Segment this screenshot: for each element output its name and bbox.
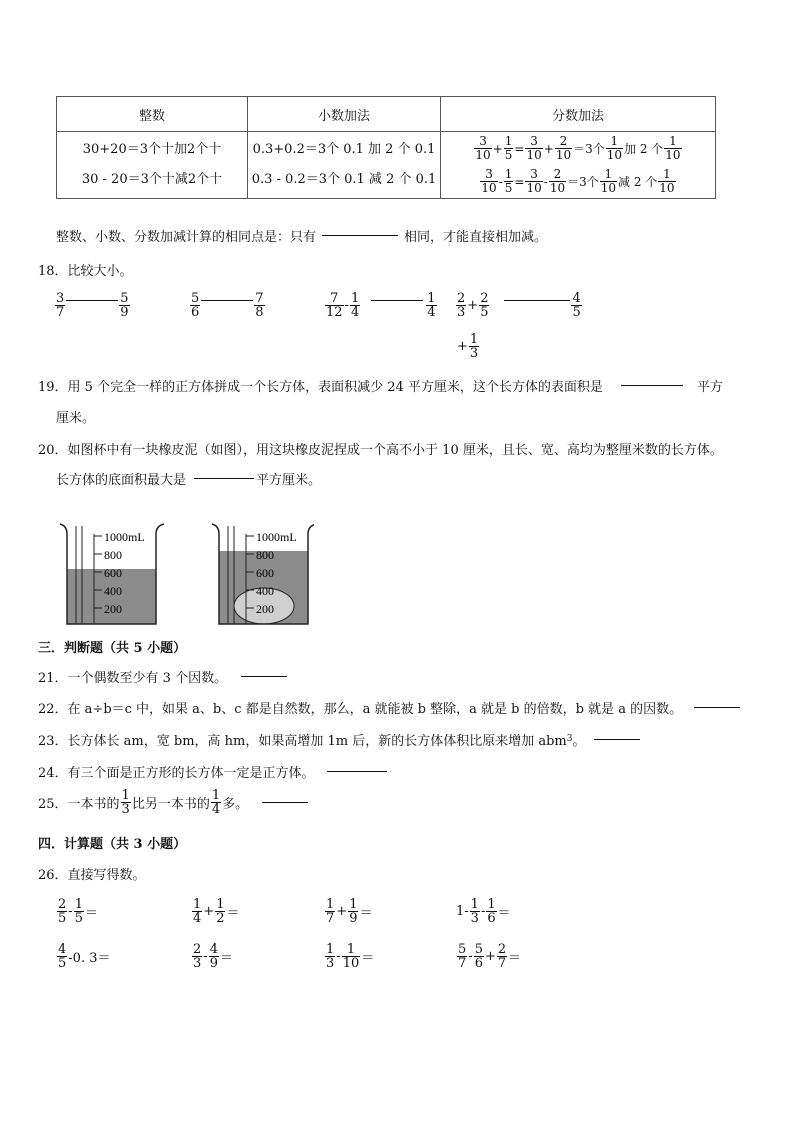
q20-line-2: 长方体的底面积最大是 平方厘米。: [56, 472, 322, 488]
q18-blank-3[interactable]: [371, 300, 423, 301]
integer-line-1: 30+20＝3个十加2个十: [82, 142, 222, 157]
fraction: [121, 789, 131, 816]
fraction: [664, 135, 681, 162]
q22-answer-blank[interactable]: [694, 707, 740, 708]
denominator: 10: [606, 148, 623, 162]
q24: 24．有三个面是正方形的长方体一定是正方体。: [38, 756, 387, 786]
q25: 25．一本书的 $\frac{1}{3}$ 比另一本书的 $\frac{1}{4}$ 多。: [38, 784, 308, 820]
denominator: 10: [526, 148, 542, 162]
integer-line-2: 30 - 20＝3个十减2个十: [81, 172, 223, 187]
denominator: 9: [349, 910, 358, 926]
q24-answer-blank[interactable]: [327, 771, 387, 772]
q19-answer-blank[interactable]: [621, 385, 683, 386]
denominator: 10: [481, 181, 497, 195]
numerator: 5: [474, 941, 483, 957]
numerator: 3: [480, 168, 497, 182]
denominator: 6: [474, 955, 483, 971]
q26-expr-1: $\frac{2}{5}$ - $\frac{1}{5}$ ＝: [58, 896, 98, 926]
fraction: [555, 135, 572, 162]
fraction: [486, 898, 496, 925]
numerator: 4: [572, 290, 581, 306]
decimal-cell: [248, 132, 441, 199]
numerator: 5: [458, 941, 467, 957]
fraction: [192, 898, 202, 925]
fraction: [497, 943, 507, 970]
fraction: [479, 292, 489, 319]
tick-label: 200: [104, 602, 122, 616]
numerator: 3: [525, 135, 542, 149]
numerator: 1: [74, 896, 83, 912]
header-decimal: 小数加法: [248, 97, 441, 132]
q20-answer-blank[interactable]: [194, 478, 254, 479]
fraction: [480, 168, 497, 195]
denominator: 3: [326, 955, 335, 971]
numerator: 1: [216, 896, 225, 912]
fraction: [426, 292, 436, 319]
tick-label: 800: [104, 548, 122, 562]
q20-text: 20．如图杯中有一块橡皮泥（如图），用这块橡皮泥捏成一个高不小于 10 厘米，且长、宽、高均为整厘米数的长方体。: [38, 443, 723, 458]
beaker-2: [212, 524, 314, 624]
denominator: 3: [121, 801, 130, 817]
numerator: 1: [350, 290, 360, 306]
q26-expr-3: $\frac{1}{7}$ + $\frac{1}{9}$ ＝: [326, 896, 373, 926]
fraction: [57, 898, 67, 925]
beaker-1: [60, 524, 164, 624]
q18-blank-4[interactable]: [504, 300, 570, 301]
fraction: [74, 898, 84, 925]
fraction: [474, 135, 491, 162]
numerator: 5: [191, 290, 200, 306]
numerator: 4: [209, 941, 218, 957]
numerator: 2: [480, 290, 489, 306]
denominator: 8: [255, 304, 264, 320]
fraction: [342, 943, 361, 970]
numerator: 1: [504, 167, 513, 181]
numerator: 1: [427, 290, 436, 306]
denominator: 5: [504, 148, 513, 162]
numerator: 3: [56, 290, 65, 306]
denominator: 5: [58, 955, 67, 971]
fraction: [457, 943, 467, 970]
fraction: [55, 292, 65, 319]
q21-answer-blank[interactable]: [241, 676, 287, 677]
numerator: 1: [211, 787, 221, 803]
numerator: 2: [549, 168, 566, 182]
denominator: 3: [470, 910, 479, 926]
q26-expr-6: $\frac{2}{3}$ - $\frac{4}{9}$ ＝: [193, 941, 233, 971]
fraction: [474, 943, 484, 970]
fraction: [658, 168, 675, 195]
numerator: 1: [121, 787, 130, 803]
q23-answer-blank[interactable]: [594, 739, 640, 740]
numerator: 2: [58, 896, 67, 912]
fraction: [470, 898, 480, 925]
denominator: 4: [350, 304, 360, 320]
fraction-line-2: $\frac{3}{10}$ - $\frac{1}{5}$ = $\frac{3}{10}$ - $\frac{2}{10}$ ＝3个 $\frac{1}{10}$ 减 2 个 $\frac{1}{10}$: [481, 167, 675, 195]
q18-item-3: $\frac{7}{12}$ - $\frac{1}{4}$ $\frac{1}{4}$: [326, 290, 436, 320]
numerator: 7: [325, 292, 344, 306]
q17-answer-blank[interactable]: [322, 235, 398, 236]
denominator: 10: [526, 181, 542, 195]
numerator: 3: [525, 168, 542, 182]
fraction: [190, 292, 200, 319]
denominator: 12: [326, 304, 343, 320]
denominator: 9: [120, 304, 129, 320]
section-4-heading: 四．计算题（共 3 小题）: [38, 837, 187, 852]
q19: 19．用 5 个完全一样的正方体拼成一个长方体，表面积减少 24 平方厘米，这个长方体的表面积是 平方: [38, 379, 723, 395]
fraction: [549, 168, 566, 195]
numerator: 2: [193, 941, 202, 957]
denominator: 10: [475, 148, 491, 162]
q17-note: 整数、小数、分数加减计算的相同点是：只有 相同，才能直接相加减。: [56, 229, 548, 245]
denominator: 4: [427, 304, 436, 320]
numerator: 1: [487, 896, 496, 912]
denominator: 7: [458, 955, 467, 971]
denominator: 10: [555, 148, 572, 162]
fraction: [254, 292, 264, 319]
tick-label: 400: [104, 584, 122, 598]
header-integer: 整数: [57, 97, 248, 132]
fraction: [504, 135, 514, 162]
fraction: [325, 943, 335, 970]
q26-expr-5: $\frac{4}{5}$ -0. 3＝: [58, 941, 111, 971]
numerator: 1: [469, 331, 479, 347]
tick-label: 600: [256, 566, 274, 580]
denominator: 10: [665, 148, 681, 162]
denominator: 6: [191, 304, 200, 320]
numerator: 1: [193, 896, 202, 912]
denominator: 5: [74, 910, 83, 926]
tick-label: 1000mL: [256, 530, 297, 544]
denominator: 5: [572, 304, 581, 320]
q18-blank-2[interactable]: [201, 300, 253, 301]
numerator: 1: [326, 941, 335, 957]
decimal-line-2: 0.3 - 0.2＝3个 0.1 减 2 个 0.1: [251, 172, 437, 187]
q18-item-4: $\frac{2}{3}$ + $\frac{2}{5}$ $\frac{4}{5}$: [457, 290, 581, 320]
fraction: [350, 292, 360, 319]
numerator: 5: [120, 290, 129, 306]
denominator: 2: [216, 910, 225, 926]
denominator: 7: [497, 955, 507, 971]
numerator: 1: [658, 168, 675, 182]
fraction-cell: [441, 132, 716, 199]
numerator: 7: [255, 290, 264, 306]
numerator: 1: [606, 135, 623, 149]
denominator: 10: [342, 955, 360, 971]
q18-blank-1[interactable]: [66, 300, 118, 301]
denominator: 3: [193, 955, 202, 971]
fraction: [504, 168, 514, 195]
fraction: [57, 943, 67, 970]
numerator: 2: [555, 135, 572, 149]
q26-title: 26．直接写得数。: [38, 868, 146, 883]
q18-item-2: [189, 287, 266, 323]
q26-expr-8: $\frac{5}{7}$ - $\frac{5}{6}$ + $\frac{2}{7}$ ＝: [458, 941, 522, 971]
fraction: [209, 943, 219, 970]
fraction: [571, 292, 581, 319]
numerator: 1: [504, 134, 513, 148]
numerator: 1: [664, 135, 681, 149]
q26-expr-2: $\frac{1}{4}$ + $\frac{1}{2}$ ＝: [193, 896, 240, 926]
comparison-table: [56, 96, 716, 199]
q21: 21．一个偶数至少有 3 个因数。: [38, 661, 287, 691]
q22: 22．在 a÷b＝c 中，如果 a、b、c 都是自然数，那么，a 就能被 b 整除，a 就是 b 的倍数，b 就是 a 的因数。: [38, 692, 740, 722]
fraction: [325, 292, 344, 319]
numerator: 3: [474, 135, 491, 149]
fraction: [606, 135, 623, 162]
fraction: [469, 333, 479, 360]
denominator: 9: [209, 955, 218, 971]
denominator: 4: [193, 910, 202, 926]
denominator: 3: [457, 304, 466, 320]
denominator: 10: [600, 181, 617, 195]
denominator: 4: [211, 801, 221, 817]
q25-answer-blank[interactable]: [262, 802, 308, 803]
beaker-figure: [54, 520, 314, 630]
q26-expr-7: $\frac{1}{3}$ - $\frac{1}{10}$ ＝: [326, 941, 375, 971]
tick-label: 200: [256, 602, 274, 616]
q23: 23．长方体长 am，宽 bm，高 hm，如果高增加 1m 后，新的长方体体积比原来增加 abm 3 。: [38, 724, 640, 754]
header-fraction: 分数加法: [441, 97, 716, 132]
integer-cell: [57, 132, 248, 199]
numerator: 1: [349, 896, 358, 912]
fraction: [215, 898, 225, 925]
tick-label: 600: [104, 566, 122, 580]
denominator: 7: [56, 304, 65, 320]
numerator: 1: [342, 943, 361, 957]
denominator: 5: [58, 910, 67, 926]
fraction: [211, 789, 221, 816]
q26-expr-4: 1- $\frac{1}{3}$ - $\frac{1}{6}$ ＝: [456, 896, 511, 926]
section-3-heading: 三．判断题（共 5 小题）: [38, 641, 187, 656]
fraction: [348, 898, 358, 925]
numerator: 1: [600, 168, 617, 182]
numerator: 4: [58, 941, 67, 957]
fraction: [325, 898, 335, 925]
fraction: [192, 943, 202, 970]
numerator: 2: [457, 290, 466, 306]
numerator: 1: [470, 896, 479, 912]
q18-item-4-continued: + $\frac{1}{3}$: [457, 331, 479, 361]
tick-label: 800: [256, 548, 274, 562]
tick-label: 400: [256, 584, 274, 598]
fraction: [525, 135, 542, 162]
fraction: [119, 292, 129, 319]
tick-label: 1000mL: [104, 530, 145, 544]
denominator: 6: [487, 910, 496, 926]
denominator: 10: [659, 181, 675, 195]
numerator: 1: [326, 896, 335, 912]
fraction: [456, 292, 466, 319]
denominator: 5: [504, 181, 513, 195]
fraction: [600, 168, 617, 195]
denominator: 7: [326, 910, 335, 926]
decimal-line-1: 0.3+0.2＝3个 0.1 加 2 个 0.1: [252, 142, 436, 157]
fraction: [525, 168, 542, 195]
q18-item-1: [54, 287, 131, 323]
fraction-line-1: $\frac{3}{10}$ + $\frac{1}{5}$ = $\frac{3}{10}$ + $\frac{2}{10}$ ＝3个 $\frac{1}{10}$ 加 2 个 $\frac{1}{10}$: [475, 134, 681, 162]
q19-unit-cont: 厘米。: [56, 411, 96, 426]
numerator: 2: [497, 941, 507, 957]
denominator: 5: [480, 304, 489, 320]
denominator: 3: [469, 345, 479, 361]
denominator: 10: [549, 181, 566, 195]
q18-title: 18．比较大小。: [38, 264, 133, 279]
